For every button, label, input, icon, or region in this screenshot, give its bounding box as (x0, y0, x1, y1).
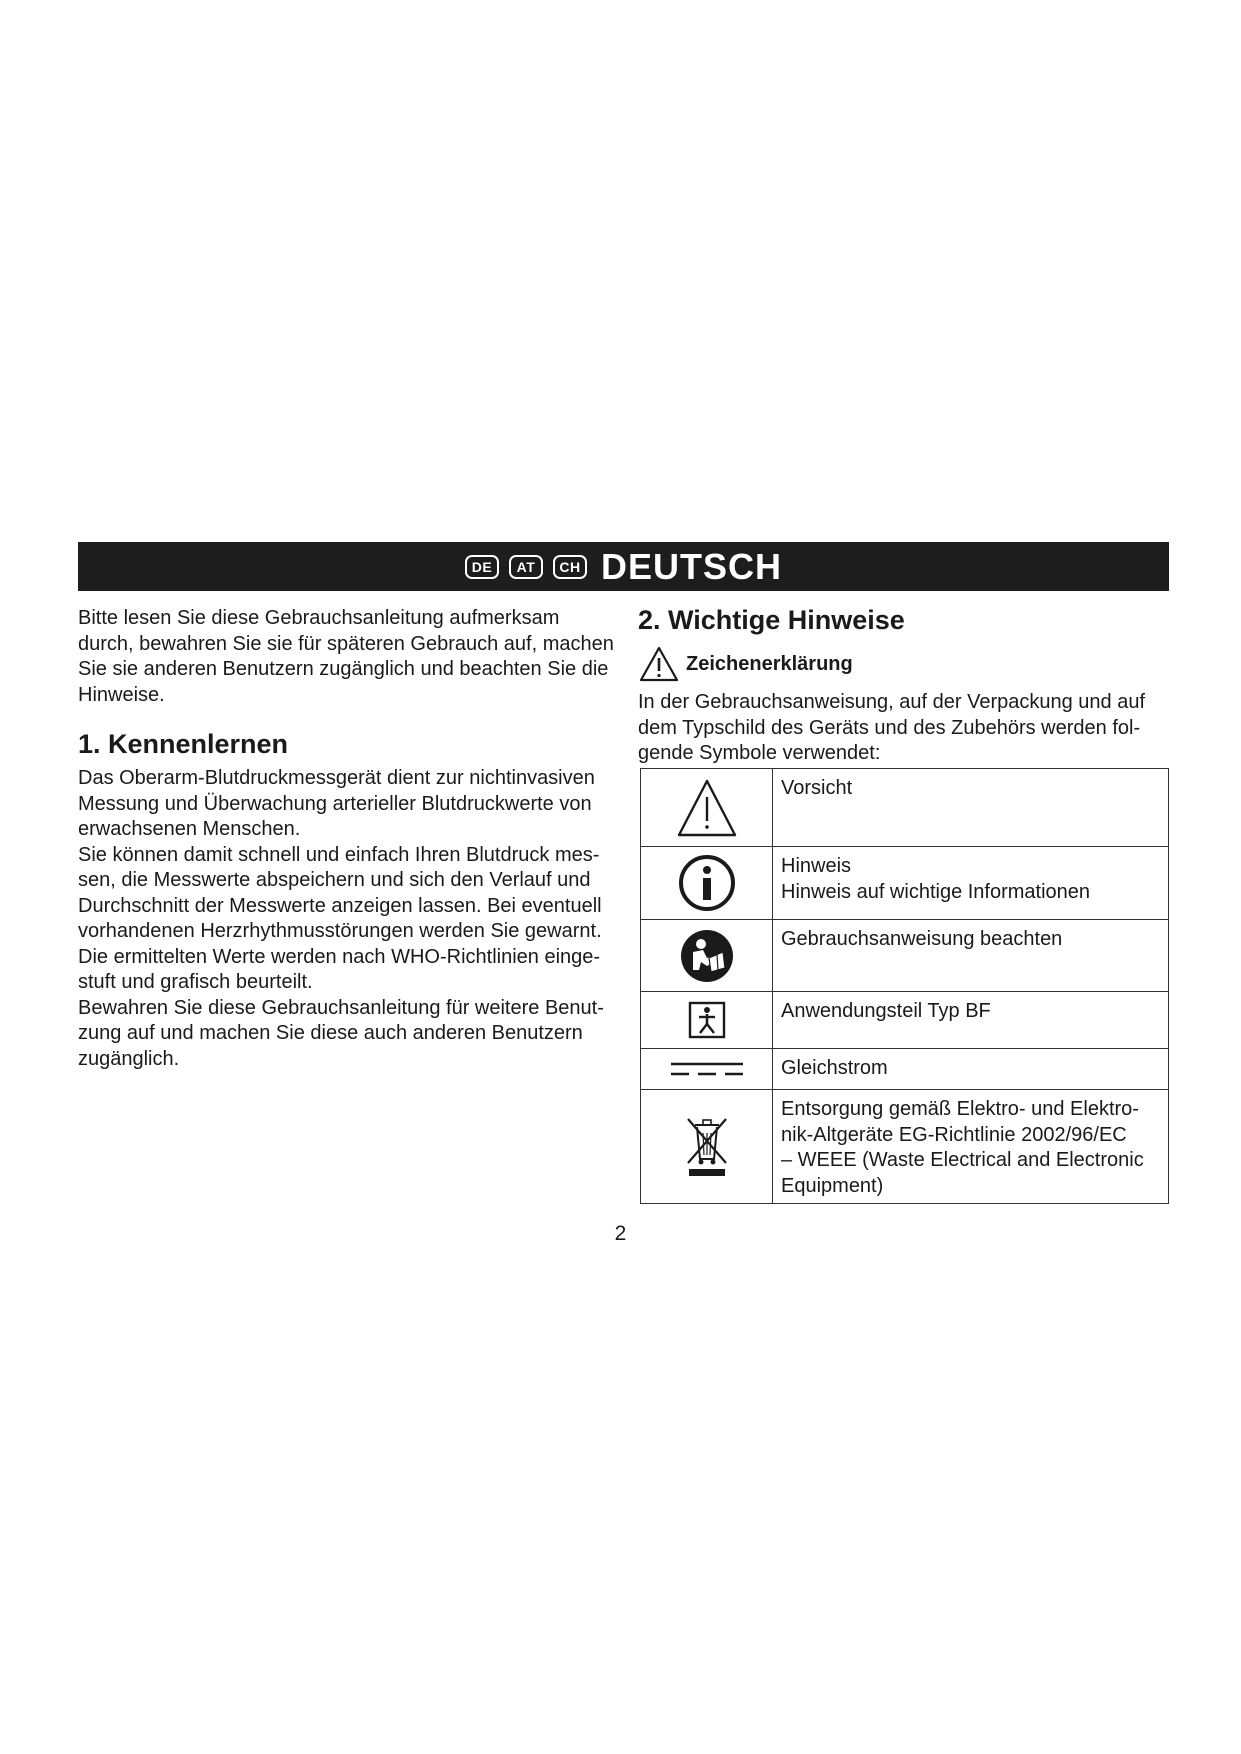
description-cell (773, 992, 1169, 1049)
table-row (641, 847, 1169, 920)
warning-triangle-icon (675, 777, 739, 839)
description-line: Equipment) (781, 1174, 884, 1197)
description-cell (773, 920, 1169, 992)
symbol-cell (641, 1090, 773, 1204)
description-line: Gebrauchsanweisung beachten (781, 928, 1063, 950)
symbol-table (640, 768, 1169, 1204)
description-line: Anwendungsteil Typ BF (781, 1000, 991, 1022)
warning-triangle-icon (638, 645, 680, 683)
type-bf-icon (688, 1001, 726, 1039)
table-row (641, 1090, 1169, 1204)
section-2-heading: 2. Wichtige Hinweise (638, 605, 905, 635)
description-cell (773, 847, 1169, 920)
description-cell (773, 769, 1169, 847)
language-title: DEUTSCH (600, 545, 782, 587)
symbol-cell (641, 1049, 773, 1090)
description-line: Hinweis auf wichtige Informationen (781, 880, 1091, 903)
table-row (641, 992, 1169, 1049)
description-line: Vorsicht (781, 777, 853, 799)
description-line: Gleichstrom (781, 1057, 888, 1079)
page-number: 2 (614, 1222, 627, 1245)
table-row (641, 769, 1169, 847)
language-header-bar (78, 542, 1169, 591)
symbol-cell (641, 920, 773, 992)
weee-bin-icon (683, 1115, 731, 1179)
table-row (641, 1049, 1169, 1090)
description-cell (773, 1049, 1169, 1090)
description-line: – WEEE (Waste Electrical and Electronic (781, 1149, 1144, 1171)
direct-current-icon (669, 1060, 745, 1078)
section-1-paragraph: Das Oberarm-Blutdruckmessgerät dient zur nichtinvasiven Messung und Überwachung arterieller Blutdruckwerte von erwachsenen Menschen. Sie können damit schnell und einfach Ihren Blutdruck mes- sen, die Messwerte abspeichern und sich den Verlauf und Durchschnitt der Messwerte anzeigen lassen. Bei eventuell vorhandenen Herzrhythmusstörungen werden Sie gewarnt. Die ermittelten Werte werden nach WHO-Richtlinien einge- stuft und grafisch beurteilt. Bewahren Sie diese Gebrauchsanleitung für weitere Benut- zung auf und machen Sie diese auch anderen Benutzern zugänglich. (78, 767, 604, 1070)
symbol-cell (641, 769, 773, 847)
description-line: nik-Altgeräte EG-Richtlinie 2002/96/EC (781, 1123, 1127, 1146)
section-1-heading: 1. Kennenlernen (78, 729, 289, 759)
read-manual-icon (679, 928, 735, 984)
description-line: Hinweis (781, 855, 852, 877)
description-cell (773, 1090, 1169, 1204)
left-column (78, 606, 618, 1072)
description-line: Entsorgung gemäß Elektro- und Elektro- (781, 1098, 1139, 1120)
symbol-cell (641, 847, 773, 920)
right-column (638, 604, 1170, 767)
symbol-cell (641, 992, 773, 1049)
symbol-legend-subheading: Zeichenerklärung (686, 652, 853, 675)
symbol-legend-subheading-row (638, 644, 1170, 684)
info-icon (677, 853, 737, 913)
country-badge-ch: CH (553, 555, 587, 579)
country-badge-de: DE (465, 555, 499, 579)
table-row (641, 920, 1169, 992)
intro-paragraph: Bitte lesen Sie diese Gebrauchsanleitung aufmerksam durch, bewahren Sie sie für späteren Gebrauch auf, machen Sie sie anderen Benutzern zugänglich und beachten Sie die Hinweise. (78, 607, 614, 706)
section-2-intro: In der Gebrauchsanweisung, auf der Verpackung und auf dem Typschild des Geräts und des Zubehörs werden fol- gende Symbole verwendet: (638, 691, 1146, 764)
country-badge-at: AT (509, 555, 543, 579)
